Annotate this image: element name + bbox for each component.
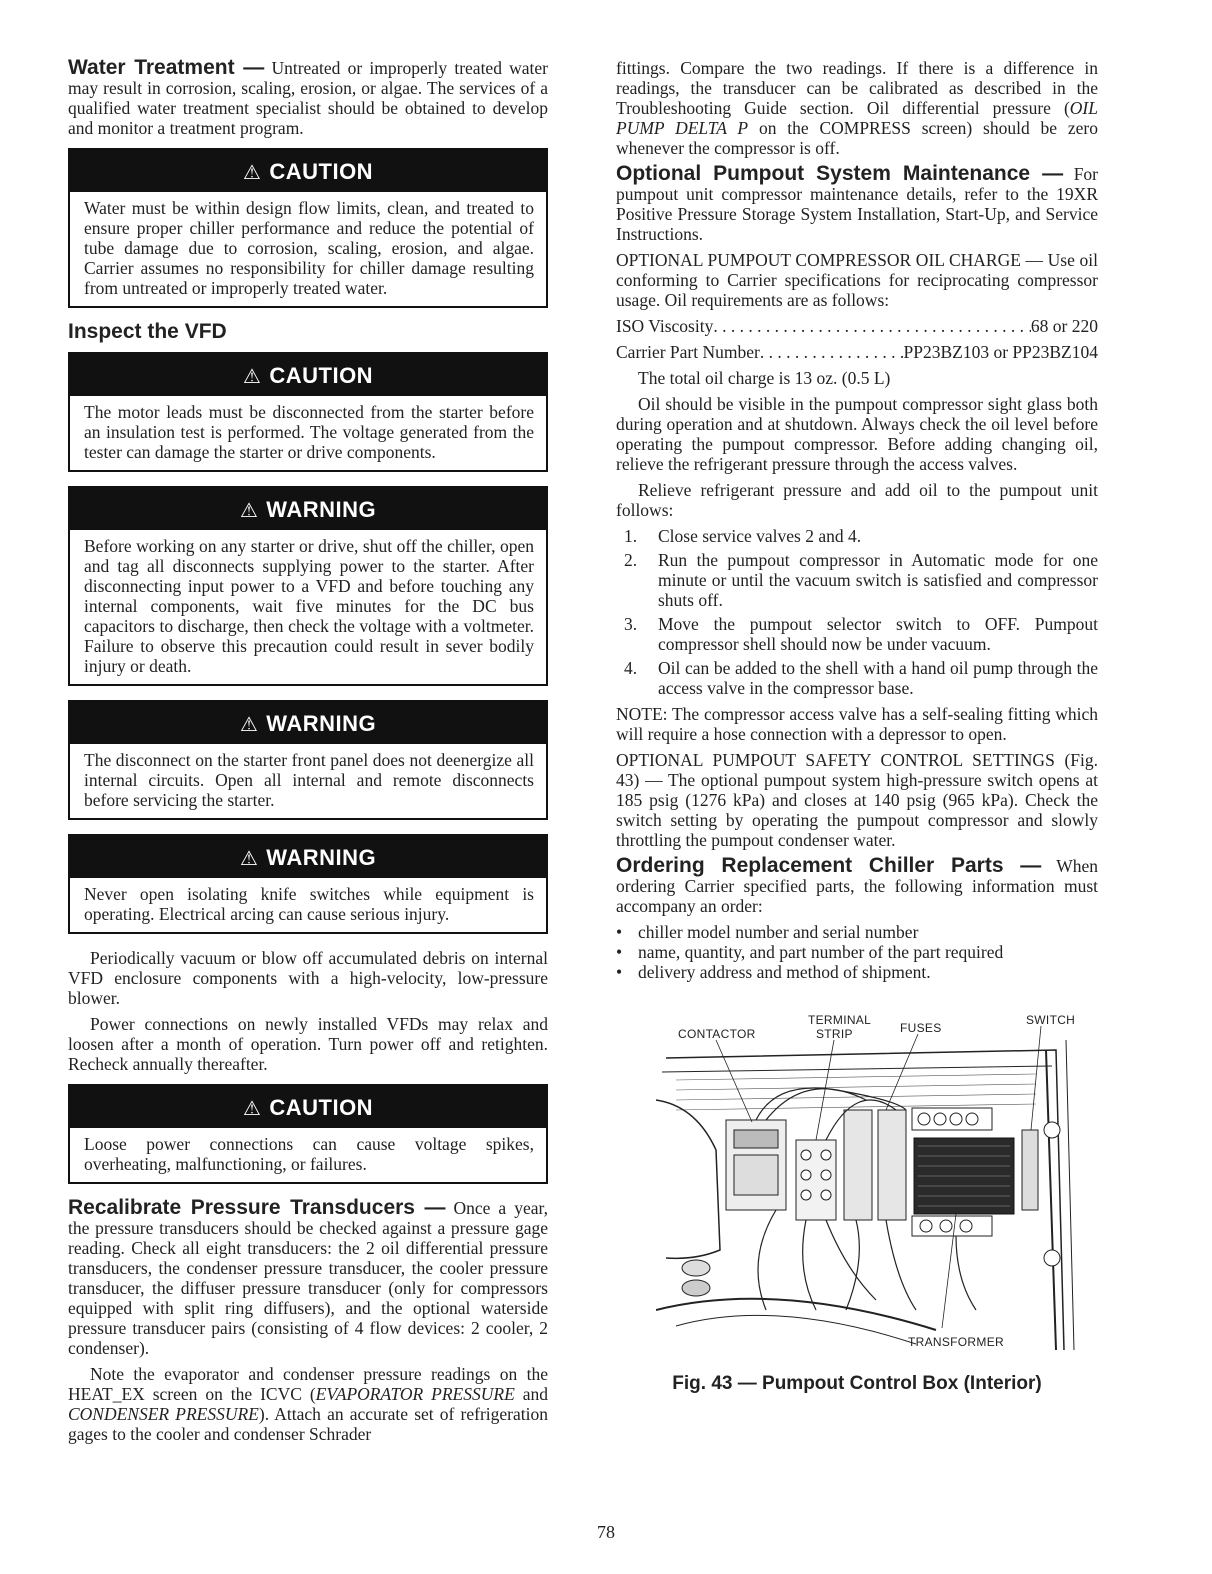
list-item: 1. Close service valves 2 and 4. xyxy=(624,526,862,546)
list-item: • name, quantity, and part number of the part required xyxy=(616,942,1004,962)
water-treatment-paragraph: Water Treatment — Untreated or improperly treated water may result in corrosion, scaling, erosion, or algae. The services of a qualified water treatment specialist should be obtained to develop and monitor a treatment program. xyxy=(68,56,548,138)
relieve-paragraph: Relieve refrigerant pressure and add oil to the pumpout unit follows: xyxy=(616,480,1098,520)
caution-text: Loose power connections can cause voltage spikes, overheating, malfunctioning, or failures. xyxy=(84,1134,534,1174)
warning-text: The disconnect on the starter front panel does not deenergize all internal circuits. Open all internal and remote disconnects before servicing the starter. xyxy=(84,750,534,810)
page-number: 78 xyxy=(597,1522,615,1542)
caution-text: The motor leads must be disconnected from the starter before an insulation test is performed. The voltage generated from the tester can damage the starter or drive components. xyxy=(84,402,534,462)
oil-visible-paragraph: Oil should be visible in the pumpout compressor sight glass both during operation and at shutdown. Always check the oil level before operating the pumpout compressor. Before adding changing oil, relieve the refrigerant pressure through the access valves. xyxy=(616,394,1098,474)
caution-label: CAUTION xyxy=(269,363,374,388)
inspect-vfd-heading: Inspect the VFD xyxy=(68,320,227,343)
note-paragraph: NOTE: The compressor access valve has a self-sealing fitting which will require a hose connection with a depressor to open. xyxy=(616,704,1098,744)
warning-box-disconnect xyxy=(68,700,548,820)
recalibrate-paragraph: Recalibrate Pressure Transducers — Once a year, the pressure transducers should be checked against a pressure gage reading. Check all eight transducers: the 2 oil differential pressure transducers, the condenser pressure transducer, the cooler pressure transducer, the diffuser pressure transducer (only for compressors equipped with split ring diffusers), and the optional waterside pressure transducer pairs (consisting of 4 flow devices: 2 cooler, 2 condenser). xyxy=(68,1196,549,1358)
list-item: 4. Oil can be added to the shell with a hand oil pump through the access valve in the compressor base. xyxy=(624,658,1098,698)
left-column xyxy=(68,58,548,1450)
safety-settings-paragraph: OPTIONAL PUMPOUT SAFETY CONTROL SETTINGS (Fig. 43) — The optional pumpout system high-pressure switch opens at 185 psig (1276 kPa) and closes at 140 psig (965 kPa). Check the switch setting by operating the pumpout compressor and slowly throttling the pumpout condenser water. xyxy=(616,750,1098,850)
pumpout-maintenance-paragraph: Optional Pumpout System Maintenance — For pumpout unit compressor maintenance details, refer to the 19XR Positive Pressure Storage System Installation, Start-Up, and Service Instructions. xyxy=(616,162,1099,244)
ordering-paragraph: Ordering Replacement Chiller Parts — When ordering Carrier specified parts, the following information must accompany an order: xyxy=(616,854,1098,916)
bullet: • xyxy=(616,942,623,962)
fittings-paragraph: fittings. Compare the two readings. If there is a difference in readings, the transducer can be calibrated as described in the Troubleshooting Guide section. Oil differential pressure (OIL PUMP DELTA P on the COMPRESS screen) should be zero whenever the compressor is off. xyxy=(616,58,1098,158)
list-item: 2. Run the pumpout compressor in Automatic mode for one minute or until the vacuum switch is satisfied and compressor shuts off. xyxy=(624,550,1098,610)
warning-triangle-icon: ⚠ xyxy=(239,714,259,736)
recalibrate-heading: Recalibrate Pressure Transducers — xyxy=(68,1196,446,1219)
caution-label: CAUTION xyxy=(269,1095,374,1120)
spec-iso-viscosity: ISO Viscosity . . . 68 or 220 xyxy=(616,316,1098,336)
list-item: 3. Move the pumpout selector switch to OFF. Pumpout compressor shell should now be under vacuum. xyxy=(624,614,1098,654)
water-treatment-heading: Water Treatment — xyxy=(68,56,265,79)
right-column xyxy=(616,58,1098,1394)
warning-triangle-icon: ⚠ xyxy=(242,1098,262,1120)
caution-box-loose-connections xyxy=(68,1084,548,1184)
power-connections-paragraph: Power connections on newly installed VFDs may relax and loosen after a month of operation. Turn power off and retighten. Recheck annually thereafter. xyxy=(68,1014,548,1074)
pumpout-maintenance-heading: Optional Pumpout System Maintenance — xyxy=(616,162,1064,185)
label-switch: SWITCH xyxy=(1026,1013,1076,1027)
warning-label: WARNING xyxy=(266,711,377,736)
caution-box-water xyxy=(68,148,548,308)
label-strip: STRIP xyxy=(816,1027,853,1041)
ordering-heading: Ordering Replacement Chiller Parts — xyxy=(616,854,1042,877)
warning-triangle-icon: ⚠ xyxy=(239,848,259,870)
label-transformer: TRANSFORMER xyxy=(908,1335,1004,1349)
oil-steps-list xyxy=(616,526,1098,698)
ordering-bullets xyxy=(616,922,1098,982)
oil-charge-paragraph: OPTIONAL PUMPOUT COMPRESSOR OIL CHARGE — Use oil conforming to Carrier specifications for reciprocating compressor usage. Oil requirements are as follows: xyxy=(616,250,1098,310)
spec-carrier-part-number: Carrier Part Number . . . PP23BZ103 or PP23BZ104 xyxy=(616,342,1098,362)
bullet: • xyxy=(616,962,623,982)
warning-text: Before working on any starter or drive, shut off the chiller, open and tag all disconnects supplying power to the starter. After disconnecting input power to a VFD and before touching any internal components, wait five minutes for the DC bus capacitors to discharge, then check the voltage with a voltmeter. Failure to observe this precaution could result in sever bodily injury or death. xyxy=(84,536,534,676)
list-item: • delivery address and method of shipment. xyxy=(616,962,931,982)
bullet: • xyxy=(616,922,623,942)
label-terminal: TERMINAL xyxy=(808,1013,872,1027)
warning-text: Never open isolating knife switches while equipment is operating. Electrical arcing can cause serious injury. xyxy=(84,884,534,924)
vacuum-paragraph: Periodically vacuum or blow off accumulated debris on internal VFD enclosure components with a high-velocity, low-pressure blower. xyxy=(68,948,548,1008)
warning-label: WARNING xyxy=(266,497,377,522)
label-fuses: FUSES xyxy=(900,1021,942,1035)
list-item: • chiller model number and serial number xyxy=(616,922,919,942)
warning-triangle-icon: ⚠ xyxy=(242,366,262,388)
label-contactor: CONTACTOR xyxy=(678,1027,756,1041)
warning-label: WARNING xyxy=(266,845,377,870)
warning-box-knife-switch xyxy=(68,834,548,934)
caution-label: CAUTION xyxy=(269,159,374,184)
caution-text: Water must be within design flow limits, clean, and treated to ensure proper chiller performance and reduce the potential of tube damage due to corrosion, scaling, erosion, and algae. Carrier assumes no responsibility for chiller damage resulting from untreated or improperly treated water. xyxy=(84,198,534,298)
figure-caption: Fig. 43 — Pumpout Control Box (Interior) xyxy=(672,1373,1042,1394)
control-box-illustration xyxy=(656,1010,1086,1370)
warning-box-starter xyxy=(68,486,548,686)
warning-triangle-icon: ⚠ xyxy=(242,162,262,184)
caution-box-motor-leads xyxy=(68,352,548,472)
total-oil-paragraph: The total oil charge is 13 oz. (0.5 L) xyxy=(638,368,891,388)
note-evaporator-paragraph: Note the evaporator and condenser pressure readings on the HEAT_EX screen on the ICVC (EVAPORATOR PRESSURE and CONDENSER PRESSURE). Attach an accurate set of refrigeration gages to the cooler and condenser Schrader xyxy=(68,1364,548,1444)
warning-triangle-icon: ⚠ xyxy=(239,500,259,522)
pumpout-control-box-figure xyxy=(656,1010,1086,1370)
